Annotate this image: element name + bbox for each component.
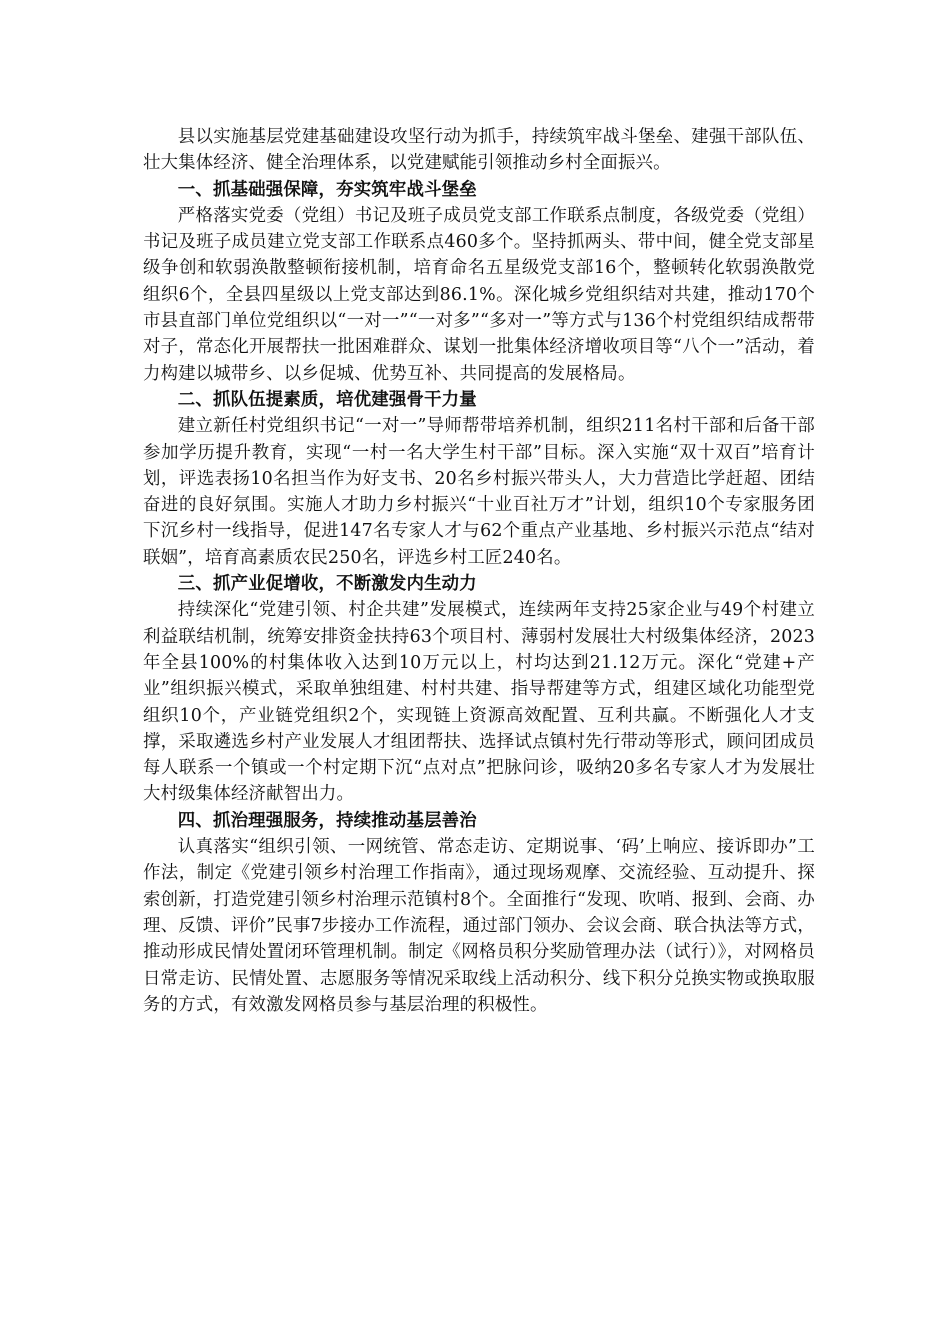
section-body-1: 严格落实党委（党组）书记及班子成员党支部工作联系点制度，各级党委（党组）书记及班子成员建立党支部工作联系点460多个。坚持抓两头、带中间，健全党支部星级争创和软弱涣散整顿衔接机制，培育命名五星级党支部16个，整顿转化软弱涣散党组织6个，全县四星级以上党支部达到86.1%。深化城乡党组织结对共建，推动170个市县直部门单位党组织以“一对一”“一对多”“多对一”等方式与136个村党组织结成帮带对子，常态化开展帮扶一批困难群众、谋划一批集体经济增收项目等“八个一”活动，着力构建以城带乡、以乡促城、优势互补、共同提高的发展格局。 [143,205,815,384]
section-body-4: 认真落实“组织引领、一网统管、常态走访、定期说事、‘码’上响应、接诉即办”工作法，制定《党建引领乡村治理工作指南》，通过现场观摩、交流经验、互动提升、探索创新，打造党建引领乡村治理示范镇村8个。全面推行“发现、吹哨、报到、会商、办理、反馈、评价”民事7步接办工作流程，通过部门领办、会议会商、联合执法等方式，推动形成民情处置闭环管理机制。制定《网格员积分奖励管理办法（试行）》，对网格员日常走访、民情处置、志愿服务等情况采取线上活动积分、线下积分兑换实物或换取服务的方式，有效激发网格员参与基层治理的积极性。 [143,837,815,1015]
section-heading-4: 四、抓治理强服务，持续推动基层善治 [177,810,477,831]
section-body-3: 持续深化“党建引领、村企共建”发展模式，连续两年支持25家企业与49个村建立利益联结机制，统筹安排资金扶持63个项目村、薄弱村发展壮大村级集体经济，2023年全县100%的村集体收入达到10万元以上，村均达到21.12万元。深化“党建+产业”组织振兴模式，采取单独组建、村村共建、指导帮建等方式，组建区域化功能型党组织10个，产业链党组织2个，实现链上资源高效配置、互利共赢。不断强化人才支撑，采取遴选乡村产业发展人才组团帮扶、选择试点镇村先行带动等形式，顾问团成员每人联系一个镇或一个村定期下沉“点对点”把脉问诊，吸纳20多名专家人才为发展壮大村级集体经济献智出力。 [143,600,815,805]
document-page [143,124,815,1018]
section-heading-3: 三、抓产业促增收，不断激发内生动力 [177,574,477,595]
section-heading-1: 一、抓基础强保障，夯实筑牢战斗堡垒 [177,179,477,200]
section-body-2: 建立新任村党组织书记“一对一”导师帮带培养机制，组织211名村干部和后备干部参加学历提升教育，实现“一村一名大学生村干部”目标。深入实施“双十双百”培育计划，评选表扬10名担当作为好支书、20名乡村振兴带头人，大力营造比学赶超、团结奋进的良好氛围。实施人才助力乡村振兴“十业百社万才”计划，组织10个专家服务团下沉乡村一线指导，促进147名专家人才与62个重点产业基地、乡村振兴示范点“结对联姻”，培育高素质农民250名，评选乡村工匠240名。 [143,416,815,568]
intro-paragraph: 县以实施基层党建基础建设攻坚行动为抓手，持续筑牢战斗堡垒、建强干部队伍、壮大集体经济、健全治理体系，以党建赋能引领推动乡村全面振兴。 [143,127,815,174]
section-heading-2: 二、抓队伍提素质，培优建强骨干力量 [177,389,477,410]
